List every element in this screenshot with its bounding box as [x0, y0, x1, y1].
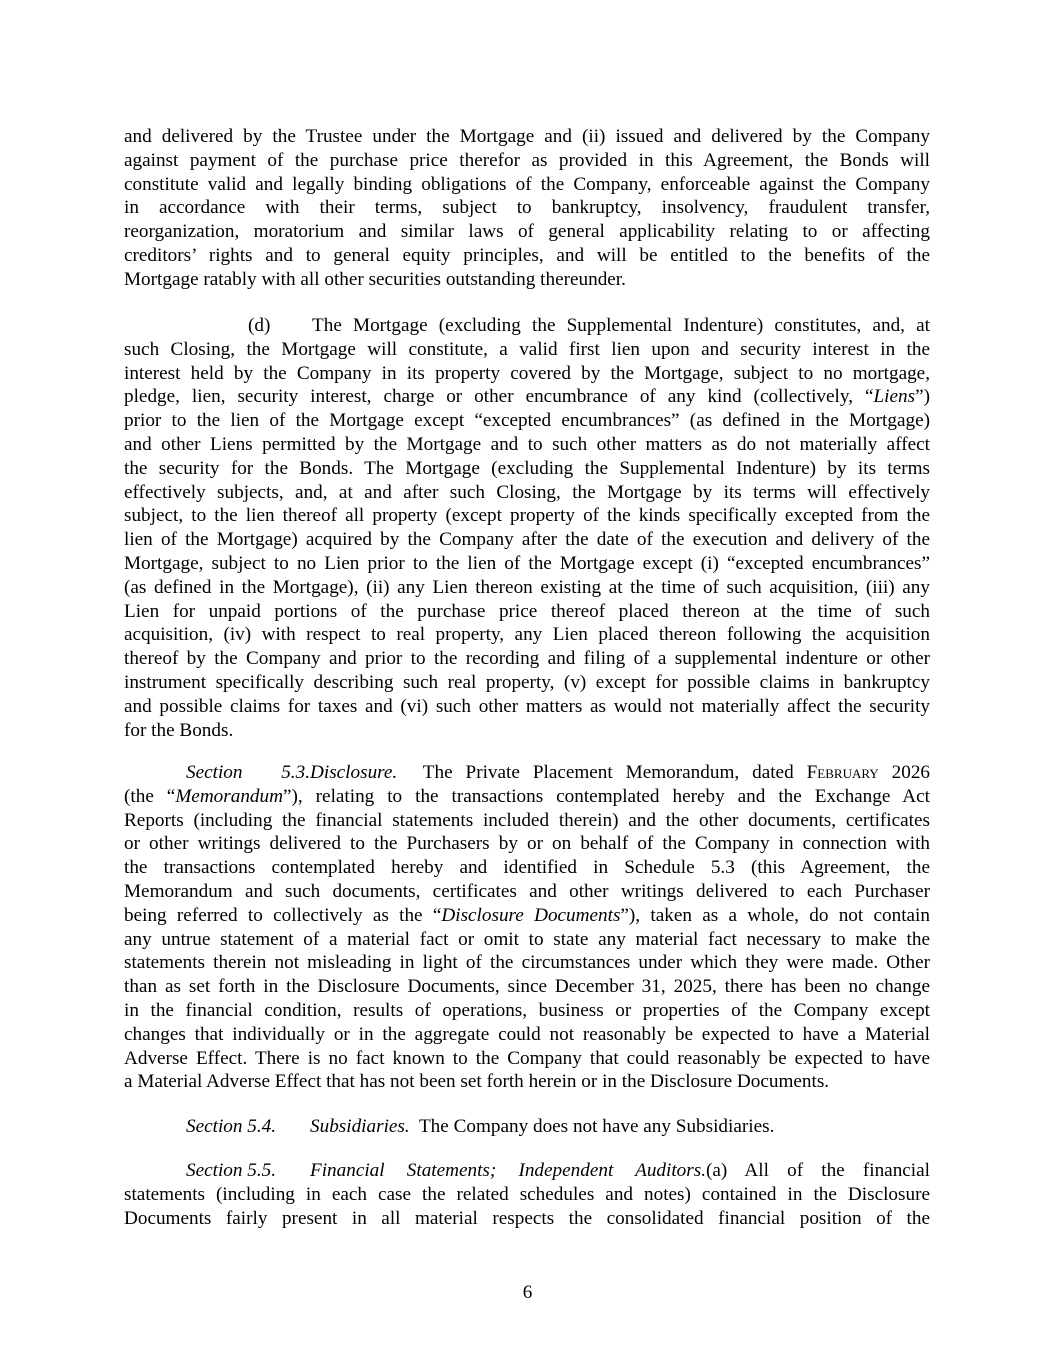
text-line: against payment of the purchase price therefor as provided in this Agreement, the Bonds will [124, 149, 930, 171]
text-line: any untrue statement of a material fact or omit to state any material fact necessary to make the [124, 928, 930, 950]
text-run: (a) All of the financial [706, 1160, 930, 1181]
section-5-3 [124, 761, 930, 1094]
text-line [124, 785, 930, 809]
text-line: in accordance with their terms, subject to bankruptcy, insolvency, fraudulent transfer, [124, 197, 930, 219]
text-line: (as defined in the Mortgage), (ii) any Lien thereon existing at the time of such acquisition, (iii) any [124, 576, 930, 598]
text-line: and other Liens permitted by the Mortgage and to such other matters as do not materially affect [124, 433, 930, 455]
text-run: pledge, lien, security interest, charge or other encumbrance of any kind (collectively, “ [124, 386, 874, 408]
text-run: (the “ [124, 785, 176, 807]
text-run: being referred to collectively as the “ [124, 904, 442, 926]
text-line [124, 1115, 930, 1139]
text-line: acquisition, (iv) with respect to real property, any Lien placed thereon following the acquisition [124, 624, 930, 646]
text-line: the security for the Bonds. The Mortgage (excluding the Supplemental Indenture) by its terms [124, 457, 930, 479]
text-line: in the financial condition, results of operations, business or properties of the Company except [124, 999, 930, 1021]
defined-term-liens: Liens [873, 386, 916, 408]
text-line: the transactions contemplated hereby and identified in Schedule 5.3 (this Agreement, the [124, 857, 930, 879]
section-5-4 [124, 1115, 930, 1139]
text-line: changes that individually or in the aggregate could not reasonably be expected to have a Material [124, 1023, 930, 1045]
text-line: constitute valid and legally binding obligations of the Company, enforceable against the Company [124, 173, 930, 195]
text-line: than as set forth in the Disclosure Documents, since December 31, 2025, there has been no change [124, 976, 930, 998]
text-run [410, 1116, 419, 1137]
text-line: a Material Adverse Effect that has not been set forth herein or in the Disclosure Documents. [124, 1071, 830, 1093]
text-run: The Private Placement Memorandum, dated [422, 762, 807, 783]
text-run: ”), relating to the transactions contemplated hereby and the Exchange Act [282, 785, 930, 807]
text-line: for the Bonds. [124, 719, 234, 741]
text-line: and possible claims for taxes and (vi) such other matters as would not materially affect the security [124, 695, 930, 717]
text-line: such Closing, the Mortgage will constitute, a valid first lien upon and security interest in the [124, 338, 930, 360]
text-line: statements therein not misleading in light of the circumstances under which they were made. Other [124, 952, 930, 974]
paragraph-d [124, 314, 930, 742]
section-title: Disclosure. [310, 762, 398, 783]
text-line: effectively subjects, and, at and after such Closing, the Mortgage by its terms will effectively [124, 481, 930, 503]
defined-term-disclosure-documents: Disclosure Documents [441, 904, 621, 926]
clause-label: (d) [248, 315, 271, 336]
text-line: instrument specifically describing such real property, (v) except for possible claims in bankruptcy [124, 671, 930, 693]
clause-text: The Mortgage (excluding the Supplemental Indenture) constitutes, and, at [312, 315, 930, 336]
text-line: prior to the lien of the Mortgage except “excepted encumbrances” (as defined in the Mortgage) [124, 410, 930, 432]
text-line [124, 314, 930, 338]
section-number: Section 5.4. [186, 1116, 277, 1137]
text-line: reorganization, moratorium and similar laws of general applicability relating to or affecting [124, 221, 930, 243]
text-line: Mortgage, subject to no Lien prior to the lien of the Mortgage except (i) “excepted encumbrances” [124, 552, 930, 574]
text-line: thereof by the Company and prior to the recording and filing of a supplemental indenture or other [124, 648, 930, 670]
text-line: statements (including in each case the related schedules and notes) contained in the Disclosure [124, 1183, 930, 1205]
text-line [124, 904, 930, 928]
text-line [124, 761, 930, 785]
text-line: subject, to the lien thereof all property (except property of the kinds specifically excepted from the [124, 505, 930, 527]
text-run: ”), taken as a whole, do not contain [620, 904, 930, 926]
section-number: Section 5.3. [186, 762, 310, 783]
text-line: or other writings delivered to the Purchasers by or on behalf of the Company in connection with [124, 833, 930, 855]
month-smallcaps: February [806, 762, 879, 783]
text-line: Documents fairly present in all material respects the consolidated financial position of the [124, 1207, 930, 1229]
text-line: and delivered by the Trustee under the Mortgage and (ii) issued and delivered by the Company [124, 126, 930, 147]
text-line: Adverse Effect. There is no fact known to the Company that could reasonably be expected to have [124, 1047, 930, 1069]
text-line: Mortgage ratably with all other securities outstanding thereunder. [124, 268, 626, 290]
text-run [397, 762, 423, 783]
section-5-5 [124, 1159, 930, 1230]
text-line: Memorandum and such documents, certificates and other writings delivered to each Purchaser [124, 880, 930, 902]
text-line [124, 385, 930, 409]
text-run: The Company does not have any Subsidiaries. [418, 1116, 775, 1137]
text-line: interest held by the Company in its property covered by the Mortgage, subject to no mortgage, [124, 362, 930, 384]
text-line: lien of the Mortgage) acquired by the Company after the date of the execution and delivery of the [124, 529, 930, 551]
section-title: Subsidiaries. [310, 1116, 410, 1137]
section-title: Financial Statements; Independent Auditors. [310, 1160, 706, 1181]
text-line: creditors’ rights and to general equity principles, and will be entitled to the benefits of the [124, 244, 930, 266]
page-number: 6 [522, 1282, 533, 1303]
paragraph-c-continuation [124, 125, 930, 292]
section-number: Section 5.5. [186, 1160, 277, 1181]
text-run: 2026 [878, 762, 930, 783]
text-line: Lien for unpaid portions of the purchase price thereof placed thereon at the time of such [124, 600, 930, 622]
defined-term-memorandum: Memorandum [175, 785, 283, 807]
text-run: ”) [915, 386, 930, 408]
text-line [124, 1159, 930, 1183]
text-line: Reports (including the financial statements included therein) and the other documents, certificates [124, 809, 930, 831]
